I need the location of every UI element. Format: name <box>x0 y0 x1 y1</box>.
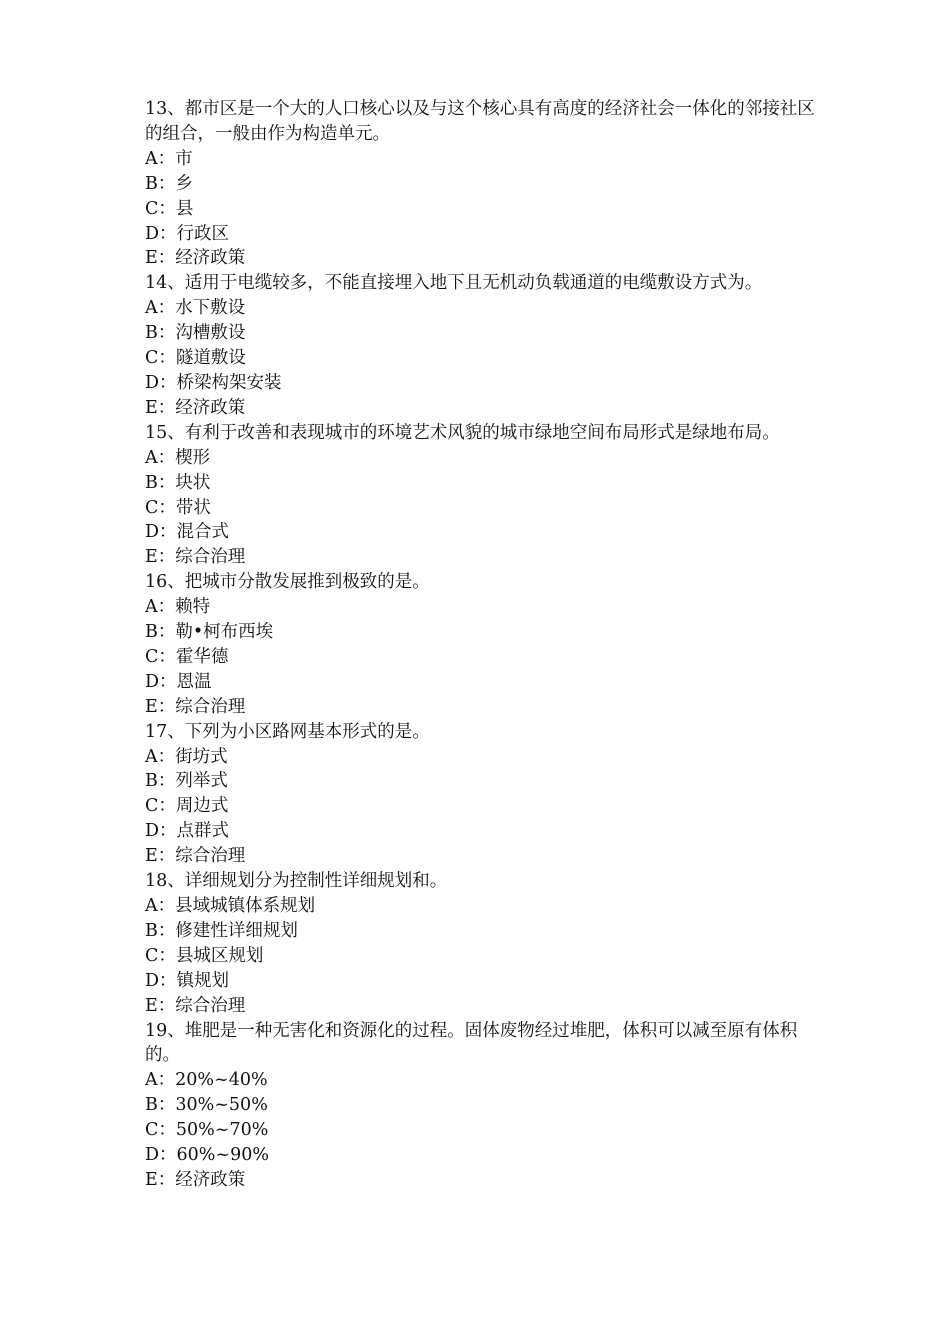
option-b: B：列举式 <box>145 771 228 792</box>
option-c: C：周边式 <box>145 796 229 817</box>
option-d: D：行政区 <box>145 223 230 244</box>
question-text: 13、都市区是一个大的人口核心以及与这个核心具有高度的经济社会一体化的邻接社区的组合，一般由作为构造单元。 <box>145 99 815 144</box>
option-d: D：桥梁构架安装 <box>145 372 282 393</box>
option-a: A：20%~40% <box>145 1070 268 1091</box>
option-e: E：综合治理 <box>145 696 246 717</box>
question-17 <box>145 720 825 869</box>
option-a: A：赖特 <box>145 597 211 618</box>
option-e: E：综合治理 <box>145 547 246 568</box>
option-b: B：乡 <box>145 173 193 194</box>
question-list <box>145 97 825 1193</box>
question-13 <box>145 97 825 271</box>
option-e: E：综合治理 <box>145 846 246 867</box>
option-d: D：恩温 <box>145 671 212 692</box>
option-b: B：修建性详细规划 <box>145 920 298 941</box>
question-text: 19、堆肥是一种无害化和资源化的过程。固体废物经过堆肥，体积可以减至原有体积的。 <box>145 1020 798 1066</box>
option-c: C：隧道敷设 <box>145 348 246 369</box>
question-18 <box>145 869 825 1018</box>
question-19 <box>145 1019 825 1193</box>
option-b: B：块状 <box>145 472 211 493</box>
option-e: E：综合治理 <box>145 995 246 1016</box>
option-a: A：街坊式 <box>145 746 228 767</box>
question-text: 16、把城市分散发展推到极致的是。 <box>145 572 430 593</box>
option-b: B：沟槽敷设 <box>145 323 246 344</box>
option-c: C：50%~70% <box>145 1120 269 1141</box>
question-text: 18、详细规划分为控制性详细规划和。 <box>145 871 448 892</box>
option-d: D：混合式 <box>145 522 230 543</box>
question-15 <box>145 421 825 570</box>
option-e: E：经济政策 <box>145 397 246 418</box>
option-d: D：镇规划 <box>145 970 230 991</box>
option-d: D：60%~90% <box>145 1145 269 1166</box>
option-d: D：点群式 <box>145 821 230 842</box>
option-a: A：水下敷设 <box>145 298 246 319</box>
option-e: E：经济政策 <box>145 248 246 269</box>
option-c: C：县城区规划 <box>145 945 264 966</box>
option-c: C：县 <box>145 198 194 219</box>
option-a: A：楔形 <box>145 447 211 468</box>
option-a: A：市 <box>145 148 193 169</box>
option-c: C：带状 <box>145 497 211 518</box>
option-c: C：霍华德 <box>145 646 229 667</box>
question-text: 14、适用于电缆较多，不能直接埋入地下且无机动负载通道的电缆敷设方式为。 <box>145 273 763 294</box>
option-b: B：30%~50% <box>145 1095 268 1116</box>
question-text: 17、下列为小区路网基本形式的是。 <box>145 721 430 742</box>
question-text: 15、有利于改善和表现城市的环境艺术风貌的城市绿地空间布局形式是绿地布局。 <box>145 422 780 443</box>
option-a: A：县域城镇体系规划 <box>145 896 316 916</box>
option-e: E：经济政策 <box>145 1169 246 1190</box>
question-16 <box>145 570 825 719</box>
option-b: B：勒•柯布西埃 <box>145 622 274 643</box>
question-14 <box>145 271 825 420</box>
